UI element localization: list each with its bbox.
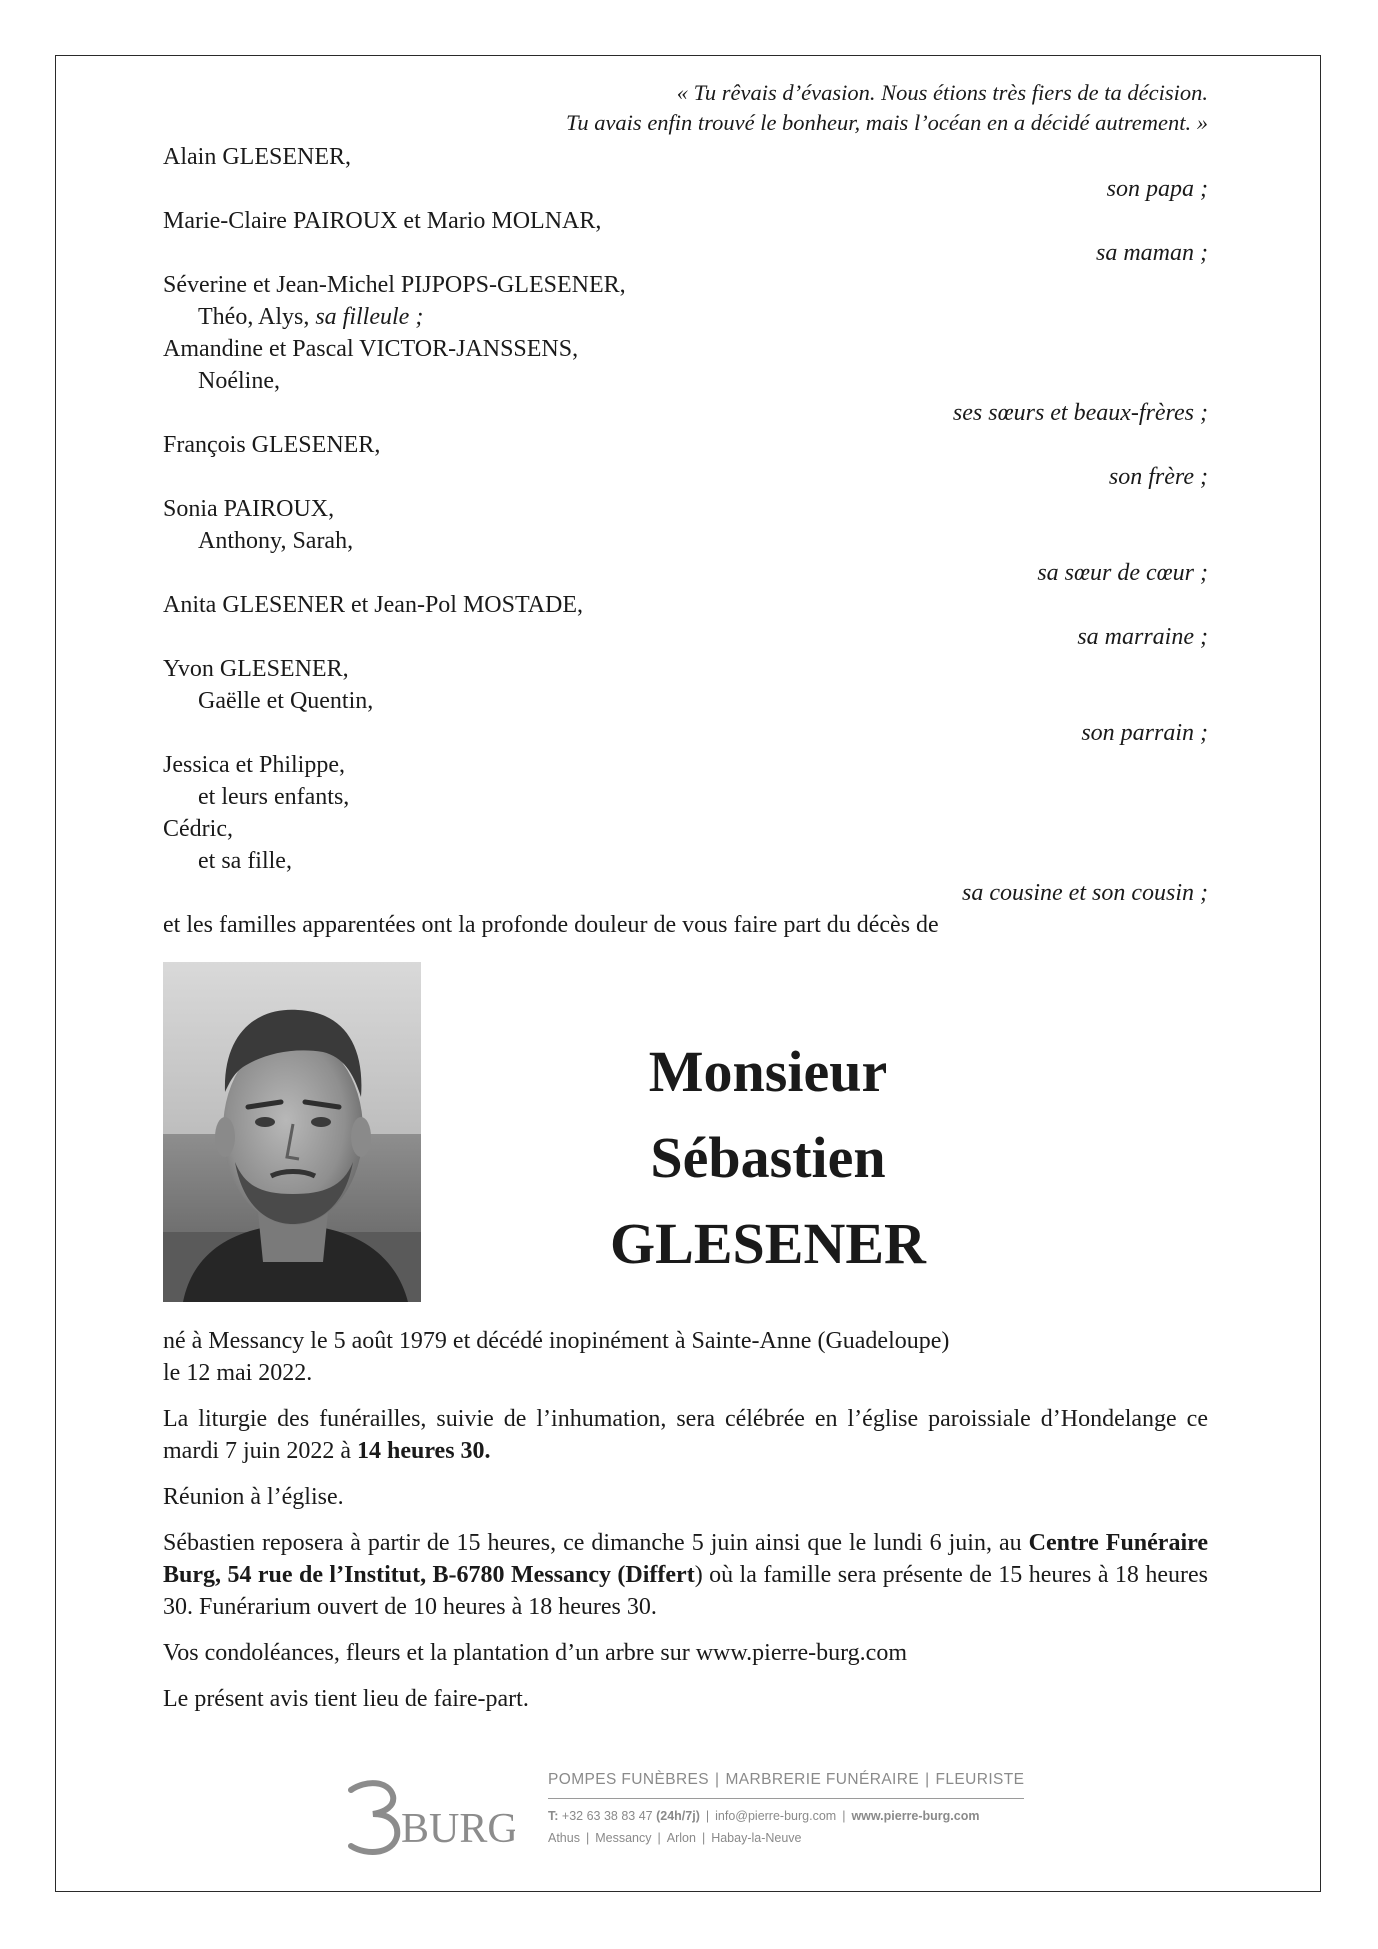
birth-death-line: le 12 mai 2022. bbox=[163, 1360, 313, 1386]
relation-label: sa marraine ; bbox=[1077, 624, 1208, 650]
family-member: Yvon GLESENER, bbox=[163, 656, 349, 682]
meeting-line: Réunion à l’église. bbox=[163, 1484, 344, 1510]
logo-text: BURG bbox=[401, 1806, 515, 1852]
family-member: Jessica et Philippe, bbox=[163, 752, 345, 778]
liturgy-paragraph bbox=[163, 1403, 1208, 1467]
phone-number[interactable]: +32 63 38 83 47 bbox=[561, 1809, 653, 1823]
family-member: Amandine et Pascal VICTOR-JANSSENS, bbox=[163, 336, 579, 362]
relation-label: sa maman ; bbox=[1096, 240, 1208, 266]
services-line bbox=[548, 1770, 1024, 1790]
family-member: François GLESENER, bbox=[163, 432, 381, 458]
family-member: Séverine et Jean-Michel PIJPOPS-GLESENER, bbox=[163, 272, 626, 298]
service-item: MARBRERIE FUNÉRAIRE bbox=[725, 1771, 920, 1788]
liturgy-text: La liturgie des funérailles, suivie de l’inhumation, sera célébrée en l’église paroissiale d’Hondelange ce mardi 7 juin 2022 à bbox=[163, 1406, 1208, 1464]
condolences-line: Vos condoléances, fleurs et la plantation d’un arbre sur www.pierre-burg.com bbox=[163, 1640, 907, 1666]
deceased-portrait bbox=[163, 962, 421, 1302]
funeral-home-footer bbox=[345, 1770, 1035, 1880]
separator: | bbox=[585, 1831, 590, 1845]
family-member: Marie-Claire PAIROUX et Mario MOLNAR, bbox=[163, 208, 602, 234]
service-item: FLEURISTE bbox=[935, 1771, 1025, 1788]
liturgy-time: 14 heures 30. bbox=[356, 1438, 491, 1464]
family-children: Anthony, Sarah, bbox=[198, 528, 354, 554]
deceased-section bbox=[163, 962, 1208, 1302]
visitation-text: Sébastien reposera à partir de 15 heures, ce dimanche 5 juin ainsi que le lundi 6 juin, au bbox=[163, 1530, 1029, 1556]
footer-divider bbox=[548, 1798, 1024, 1799]
family-children bbox=[163, 301, 1208, 333]
family-member: Alain GLESENER, bbox=[163, 144, 351, 170]
burg-logo bbox=[345, 1770, 515, 1860]
quote-line: Tu avais enfin trouvé le bonheur, mais l’océan en a décidé autrement. » bbox=[566, 110, 1208, 135]
relation-label: sa cousine et son cousin ; bbox=[962, 880, 1208, 906]
family-member: Cédric, bbox=[163, 816, 233, 842]
town: Arlon bbox=[666, 1831, 696, 1845]
separator: | bbox=[925, 1771, 930, 1788]
relation-label: son papa ; bbox=[1106, 176, 1208, 202]
relation-label: sa sœur de cœur ; bbox=[1037, 560, 1208, 586]
family-member: Anita GLESENER et Jean-Pol MOSTADE, bbox=[163, 592, 584, 618]
epigraph-quote bbox=[163, 78, 1208, 138]
funeral-center-address: Centre Funéraire Burg, 54 rue de l’Institut, B-6780 Messancy (Differt bbox=[163, 1530, 1208, 1588]
goddaughter-note: sa filleule ; bbox=[315, 304, 424, 330]
phone-label: T: bbox=[548, 1809, 559, 1823]
town: Habay-la-Neuve bbox=[711, 1831, 802, 1845]
website-link[interactable]: www.pierre-burg.com bbox=[851, 1809, 980, 1823]
town: Athus bbox=[548, 1831, 580, 1845]
quote-line: « Tu rêvais d’évasion. Nous étions très fiers de ta décision. bbox=[676, 80, 1208, 105]
birth-death-line: né à Messancy le 5 août 1979 et décédé inopinément à Sainte-Anne (Guadeloupe) bbox=[163, 1328, 950, 1354]
footer-info bbox=[548, 1770, 1024, 1847]
family-children: et leurs enfants, bbox=[198, 784, 350, 810]
obituary-content bbox=[163, 78, 1208, 1715]
separator: | bbox=[657, 1831, 661, 1845]
family-children: Noéline, bbox=[198, 368, 280, 394]
family-list bbox=[163, 141, 1208, 941]
deceased-title: Monsieur bbox=[648, 1039, 888, 1104]
relation-label: son parrain ; bbox=[1081, 720, 1208, 746]
notice-line: Le présent avis tient lieu de faire-part. bbox=[163, 1686, 529, 1712]
relation-label: son frère ; bbox=[1108, 464, 1208, 490]
relation-label: ses sœurs et beaux-frères ; bbox=[952, 400, 1208, 426]
town: Messancy bbox=[595, 1831, 652, 1845]
announcement-line: et les familles apparentées ont la profonde douleur de vous faire part du décès de bbox=[163, 912, 939, 938]
visitation-hours: ) où la famille sera présente de 15 heures à 18 heures 30. Funérarium ouvert de 10 heures à 18 heures 30. bbox=[163, 1562, 1208, 1620]
separator: | bbox=[715, 1771, 720, 1788]
separator: | bbox=[705, 1809, 710, 1823]
phone-note: (24h/7j) bbox=[656, 1809, 700, 1823]
family-member: Sonia PAIROUX, bbox=[163, 496, 335, 522]
contact-line bbox=[548, 1807, 1024, 1825]
separator: | bbox=[842, 1809, 846, 1823]
separator: | bbox=[701, 1831, 706, 1845]
deceased-name-block bbox=[508, 1029, 1028, 1287]
family-children: et sa fille, bbox=[198, 848, 292, 874]
children-names: Théo, Alys, bbox=[198, 304, 310, 330]
visitation-paragraph bbox=[163, 1527, 1208, 1623]
email-link[interactable]: info@pierre-burg.com bbox=[715, 1809, 837, 1823]
service-item: POMPES FUNÈBRES bbox=[548, 1771, 710, 1788]
towns-line bbox=[548, 1829, 1024, 1847]
deceased-name: Sébastien GLESENER bbox=[610, 1125, 926, 1276]
family-children: Gaëlle et Quentin, bbox=[198, 688, 374, 714]
